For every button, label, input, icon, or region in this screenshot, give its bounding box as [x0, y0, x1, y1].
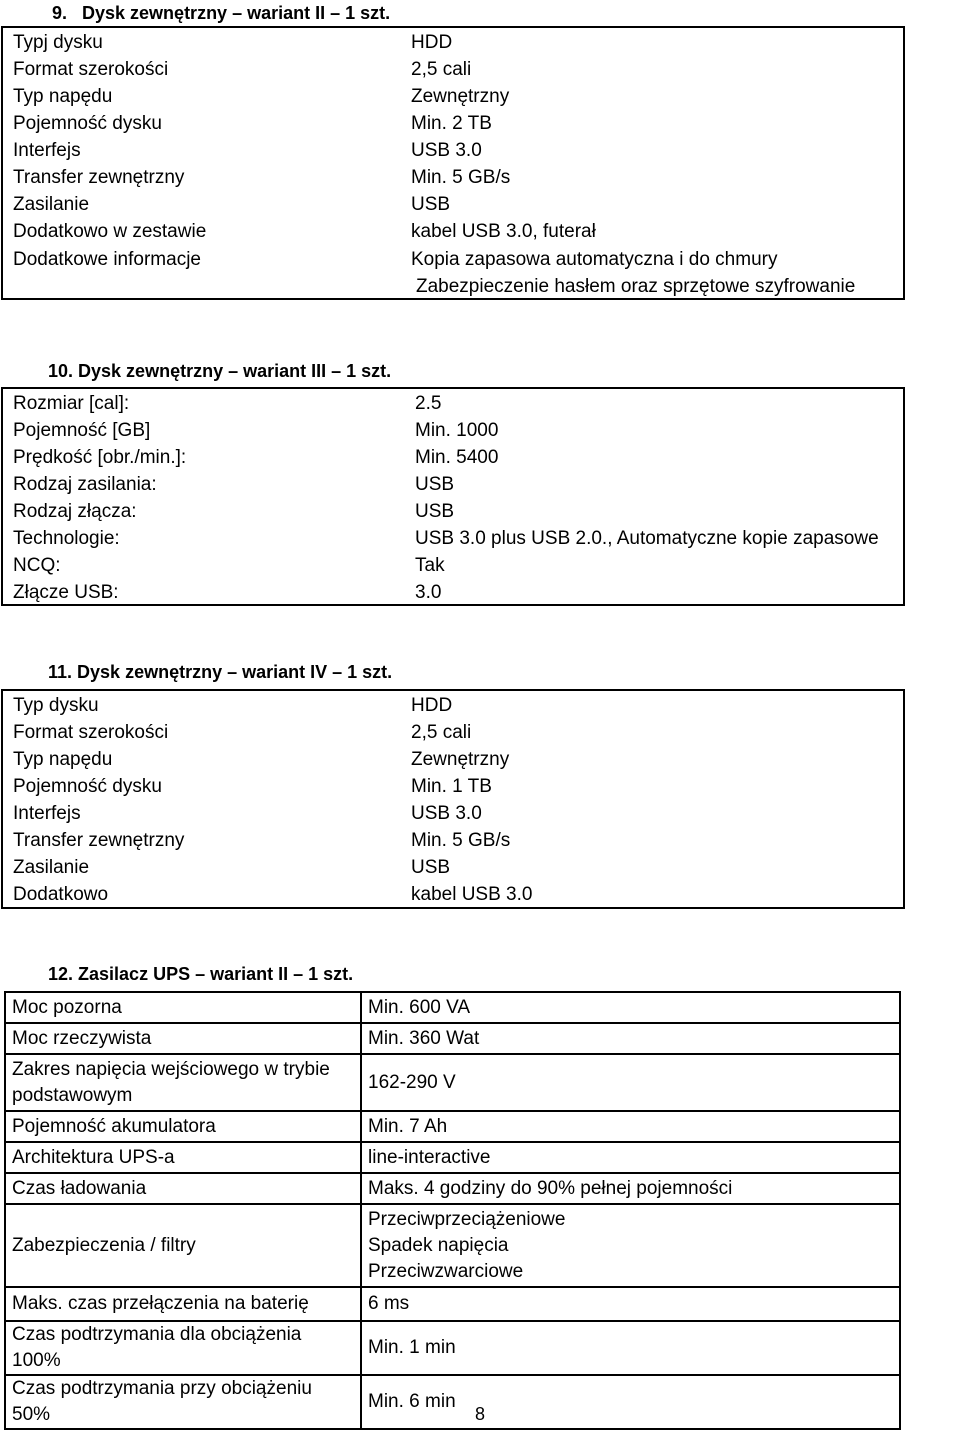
table-row [3, 827, 903, 854]
row-label: Typ napędu [13, 749, 113, 770]
table-row [5, 1111, 900, 1142]
row-label: Czas podtrzymania dla obciążenia 100% [5, 1321, 361, 1375]
row-label: Interfejs [13, 803, 81, 824]
section-11-heading: 11. Dysk zewnętrzny – wariant IV – 1 szt. [48, 662, 393, 682]
row-label: Dodatkowo [13, 884, 109, 905]
table-row [3, 525, 903, 552]
row-value: Kopia zapasowa automatyczna i do chmury [411, 249, 778, 270]
table-row [5, 992, 900, 1023]
row-label: Zabezpieczenia / filtry [5, 1204, 361, 1287]
row-value: kabel USB 3.0 [411, 884, 533, 905]
row-label: Zasilanie [13, 857, 90, 878]
table-row [3, 552, 903, 579]
row-value: Min. 5 GB/s [411, 830, 511, 851]
section-9-table [1, 26, 905, 300]
row-label: Technologie: [13, 528, 120, 549]
row-label: Typ dysku [13, 695, 99, 716]
section-11-table [1, 689, 905, 909]
table-row [3, 110, 903, 137]
row-value: 2,5 cali [411, 722, 472, 743]
row-value: HDD [411, 695, 453, 716]
row-label: Zasilanie [13, 194, 90, 215]
row-value: Tak [415, 555, 445, 576]
row-value: Min. 6 min [361, 1375, 900, 1429]
table-row [3, 746, 903, 773]
row-label: Format szerokości [13, 59, 169, 80]
table-row [3, 191, 903, 218]
section-12-table [4, 991, 901, 1430]
row-label: Czas ładowania [5, 1173, 361, 1204]
row-value: Min. 5 GB/s [411, 167, 511, 188]
row-value-line: Przeciwprzeciążeniowe [368, 1208, 566, 1230]
row-value-line: Spadek napięcia [368, 1234, 509, 1256]
row-label: Pojemność dysku [13, 776, 162, 797]
table-row [3, 273, 903, 300]
section-12-heading: 12. Zasilacz UPS – wariant II – 1 szt. [48, 964, 354, 984]
row-value: Zabezpieczenie hasłem oraz sprzętowe szyfrowanie [416, 276, 856, 297]
row-label: Pojemność akumulatora [5, 1111, 361, 1142]
row-value: Maks. 4 godziny do 90% pełnej pojemności [361, 1173, 900, 1204]
row-value: line-interactive [361, 1142, 900, 1173]
row-label: Dodatkowe informacje [13, 249, 201, 270]
row-label: Architektura UPS-a [5, 1142, 361, 1173]
row-label: Czas podtrzymania przy obciążeniu 50% [5, 1375, 361, 1429]
table-row [3, 719, 903, 746]
row-value: kabel USB 3.0, futerał [411, 221, 596, 242]
row-label: Typ napędu [13, 86, 113, 107]
table-row [5, 1023, 900, 1054]
row-label: Maks. czas przełączenia na baterię [5, 1287, 361, 1321]
row-value: USB [415, 501, 455, 522]
row-value: Min. 1 TB [411, 776, 492, 797]
row-value: Min. 2 TB [411, 113, 492, 134]
row-label: Moc pozorna [5, 992, 361, 1023]
table-row [3, 164, 903, 191]
table-row [5, 1321, 900, 1375]
table-row [3, 498, 903, 525]
row-label: Rodzaj złącza: [13, 501, 137, 522]
row-value: USB [411, 857, 451, 878]
table-row [5, 1173, 900, 1204]
row-value: 2.5 [415, 393, 442, 414]
section-9-heading: 9. Dysk zewnętrzny – wariant II – 1 szt. [52, 3, 391, 23]
row-value: USB 3.0 [411, 803, 482, 824]
row-value: HDD [411, 32, 453, 53]
row-value: 162-290 V [361, 1054, 900, 1111]
row-value: USB [411, 194, 451, 215]
row-value: 2,5 cali [411, 59, 472, 80]
section-10-heading: 10. Dysk zewnętrzny – wariant III – 1 szt. [48, 361, 392, 381]
table-row [3, 881, 903, 908]
table-row [3, 29, 903, 56]
table-row [3, 692, 903, 719]
table-row [5, 1204, 900, 1287]
row-label: Dodatkowo w zestawie [13, 221, 207, 242]
table-row [3, 417, 903, 444]
row-label: Format szerokości [13, 722, 169, 743]
row-label: Prędkość [obr./min.]: [13, 447, 187, 468]
row-value: Min. 1 min [361, 1321, 900, 1375]
row-value: USB [415, 474, 455, 495]
table-row [5, 1054, 900, 1111]
row-value: Min. 1000 [415, 420, 499, 441]
row-value: Zewnętrzny [411, 749, 510, 770]
row-label: Typj dysku [13, 32, 103, 53]
row-label: Interfejs [13, 140, 81, 161]
table-row [3, 579, 903, 606]
row-value [361, 1204, 900, 1287]
row-value: Min. 600 VA [361, 992, 900, 1023]
row-label: NCQ: [13, 555, 61, 576]
table-row [5, 1287, 900, 1321]
row-value: Zewnętrzny [411, 86, 510, 107]
row-label: Rodzaj zasilania: [13, 474, 157, 495]
row-value-line: Przeciwzwarciowe [368, 1260, 524, 1282]
table-row [3, 390, 903, 417]
row-label: Złącze USB: [13, 582, 119, 603]
row-label: Moc rzeczywista [5, 1023, 361, 1054]
table-row [3, 854, 903, 881]
table-row [3, 471, 903, 498]
row-label: Rozmiar [cal]: [13, 393, 130, 414]
section-10-table [1, 387, 905, 606]
table-row [5, 1142, 900, 1173]
table-row [3, 246, 903, 273]
row-value: Min. 7 Ah [361, 1111, 900, 1142]
row-value: USB 3.0 plus USB 2.0., Automatyczne kopie zapasowe [415, 528, 879, 549]
table-row [3, 773, 903, 800]
table-row [3, 218, 903, 245]
row-label-line: podstawowym [12, 1084, 133, 1106]
row-label: Pojemność [GB] [13, 420, 151, 441]
table-row [3, 83, 903, 110]
row-value: 3.0 [415, 582, 442, 603]
row-value: USB 3.0 [411, 140, 482, 161]
row-value: Min. 5400 [415, 447, 499, 468]
table-row [3, 800, 903, 827]
row-value: Min. 360 Wat [361, 1023, 900, 1054]
table-row [3, 444, 903, 471]
table-row [3, 56, 903, 83]
row-label-line: Zakres napięcia wejściowego w trybie [12, 1058, 330, 1080]
row-label [5, 1054, 361, 1111]
row-label: Transfer zewnętrzny [13, 830, 185, 851]
table-row [3, 137, 903, 164]
page-number: 8 [474, 1404, 485, 1424]
row-label: Transfer zewnętrzny [13, 167, 185, 188]
row-value: 6 ms [361, 1287, 900, 1321]
row-label: Pojemność dysku [13, 113, 162, 134]
